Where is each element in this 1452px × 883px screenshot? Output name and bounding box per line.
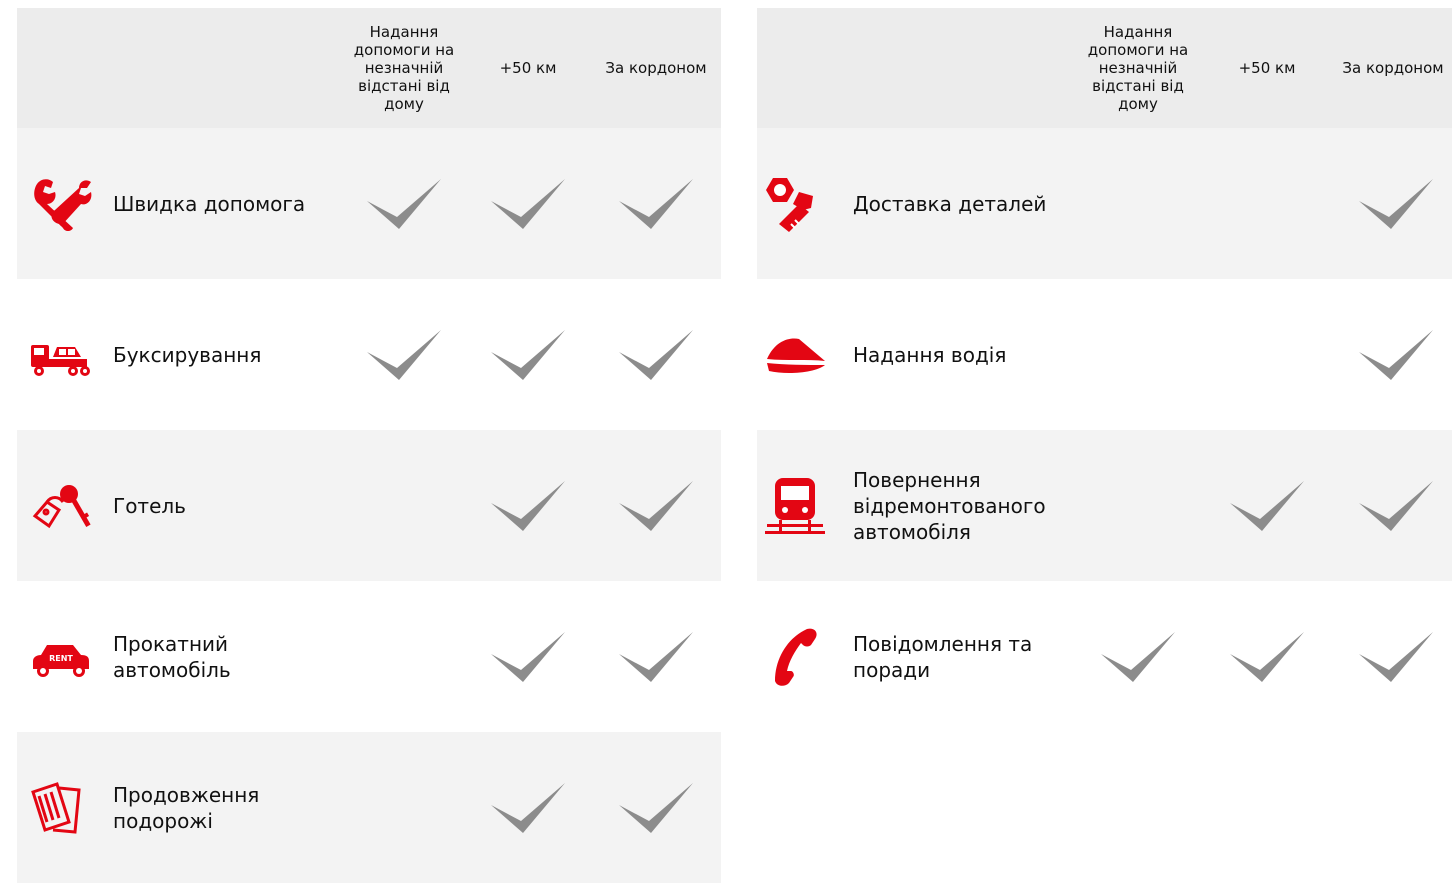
check-icon — [367, 179, 441, 229]
service-label: Доставка деталей — [853, 191, 1047, 216]
coverage-cell-km50 — [478, 732, 578, 883]
check-icon — [619, 783, 693, 833]
service-label: Продовження подорожі — [113, 782, 260, 833]
table-row — [757, 128, 1452, 279]
coverage-cell-near — [354, 128, 454, 279]
coverage-cell-abroad — [606, 128, 706, 279]
coverage-cell-km50 — [478, 128, 578, 279]
service-label: Швидка допомога — [113, 191, 306, 216]
table-row — [17, 732, 721, 883]
column-header-abroad: За кордоном — [1342, 59, 1444, 77]
service-label: Надання водія — [853, 342, 1007, 367]
table-row — [17, 581, 721, 732]
bolt-nut-icon — [763, 174, 827, 234]
table-header — [757, 8, 1452, 128]
right-coverage-table — [757, 8, 1452, 732]
coverage-cell-near — [354, 430, 454, 581]
coverage-cell-km50 — [1217, 581, 1317, 732]
coverage-cell-near — [1088, 581, 1188, 732]
check-icon — [491, 632, 565, 682]
column-header-50km: +50 км — [1238, 59, 1296, 77]
check-icon — [1230, 481, 1304, 531]
check-icon — [491, 179, 565, 229]
service-label: Повернення відремонтованого автомобіля — [853, 467, 1046, 544]
coverage-cell-abroad — [1346, 279, 1446, 430]
check-icon — [367, 330, 441, 380]
service-label: Буксирування — [113, 342, 262, 367]
check-icon — [1230, 632, 1304, 682]
coverage-cell-abroad — [1346, 581, 1446, 732]
check-icon — [1359, 481, 1433, 531]
check-icon — [491, 783, 565, 833]
coverage-cell-near — [354, 279, 454, 430]
check-icon — [1101, 632, 1175, 682]
table-header — [17, 8, 721, 128]
column-header-near-home: Надання допомоги на незначній відстані від дому — [353, 23, 455, 113]
rent-car-icon — [29, 627, 93, 687]
coverage-cell-abroad — [606, 430, 706, 581]
check-icon — [1359, 632, 1433, 682]
table-row — [17, 279, 721, 430]
check-icon — [1359, 179, 1433, 229]
table-row — [17, 430, 721, 581]
coverage-cell-km50 — [478, 279, 578, 430]
service-label: Готель — [113, 493, 186, 518]
coverage-cell-abroad — [1346, 128, 1446, 279]
check-icon — [491, 330, 565, 380]
table-row — [17, 128, 721, 279]
hotel-key-icon — [29, 476, 93, 536]
coverage-cell-abroad — [1346, 430, 1446, 581]
column-header-50km: +50 км — [499, 59, 557, 77]
column-header-abroad: За кордоном — [605, 59, 707, 77]
left-coverage-table — [17, 8, 721, 883]
coverage-cell-abroad — [606, 581, 706, 732]
service-label: Повідомлення та поради — [853, 631, 1033, 682]
coverage-cell-km50 — [1217, 128, 1317, 279]
check-icon — [619, 330, 693, 380]
coverage-cell-km50 — [1217, 430, 1317, 581]
check-icon — [619, 632, 693, 682]
coverage-cell-km50 — [478, 430, 578, 581]
phone-icon — [763, 627, 827, 687]
svg-text:RENT: RENT — [49, 653, 73, 663]
column-header-near-home: Надання допомоги на незначній відстані від дому — [1087, 23, 1189, 113]
coverage-cell-near — [1088, 279, 1188, 430]
check-icon — [491, 481, 565, 531]
tow-truck-icon — [29, 325, 93, 385]
check-icon — [1359, 330, 1433, 380]
coverage-cell-abroad — [606, 732, 706, 883]
driver-cap-icon — [763, 325, 827, 385]
coverage-cell-near — [1088, 430, 1188, 581]
coverage-cell-abroad — [606, 279, 706, 430]
table-row — [757, 279, 1452, 430]
service-label: Прокатний автомобіль — [113, 631, 231, 682]
coverage-cell-near — [354, 581, 454, 732]
check-icon — [619, 481, 693, 531]
tickets-icon — [29, 778, 93, 838]
coverage-cell-near — [354, 732, 454, 883]
table-row — [757, 430, 1452, 581]
train-icon — [763, 476, 827, 536]
coverage-cell-km50 — [478, 581, 578, 732]
check-icon — [619, 179, 693, 229]
coverage-cell-km50 — [1217, 279, 1317, 430]
table-row — [757, 581, 1452, 732]
wrench-icon — [29, 174, 93, 234]
coverage-cell-near — [1088, 128, 1188, 279]
